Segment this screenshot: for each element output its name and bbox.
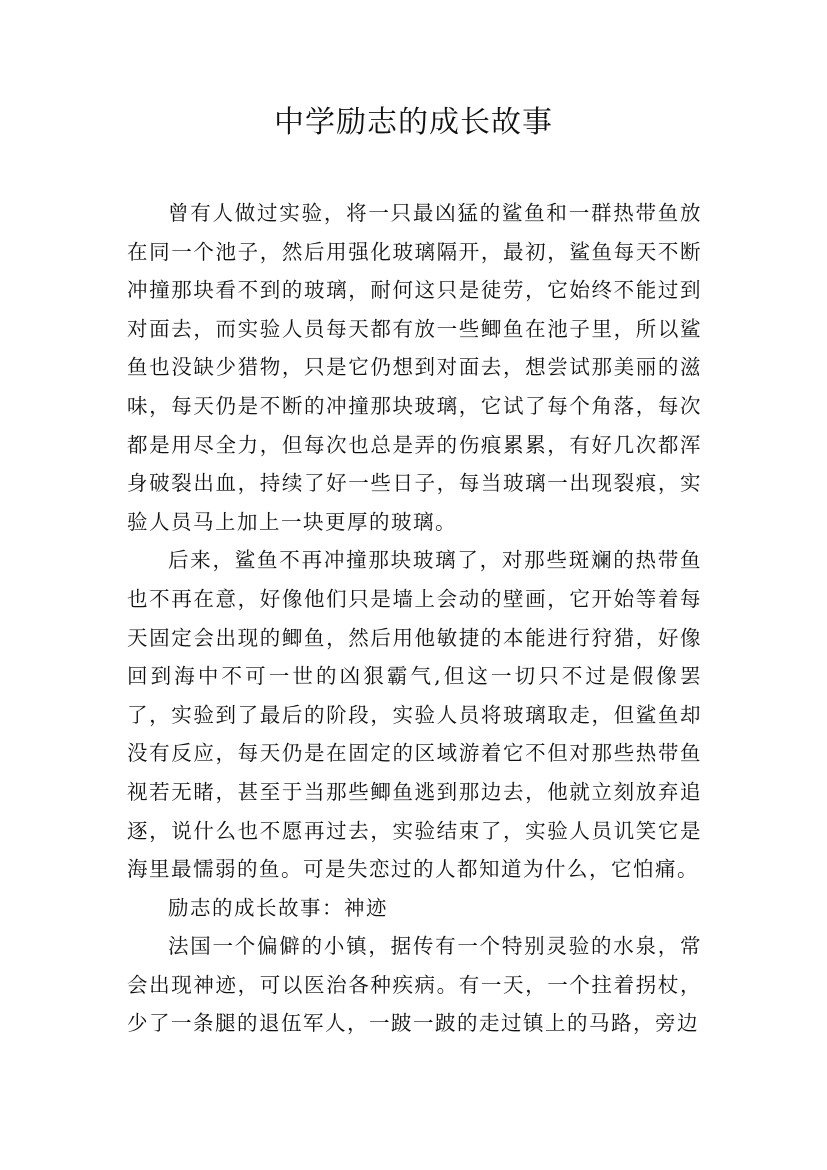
section-heading-miracle: 励志的成长故事：神迹 (168, 895, 388, 920)
document-title: 中学励志的成长故事 (274, 105, 553, 140)
paragraph-shark-experiment: 曾有人做过实验，将一只最凶猛的鲨鱼和一群热带鱼放在同一个池子，然后用强化玻璃隔开，最初，鲨鱼每天不断冲撞那块看不到的玻璃，耐何这只是徒劳，它始终不能过到对面去，而实验人员每天都有放一些鲫鱼在池子里，所以鲨鱼也没缺少猎物，只是它仍想到对面去，想尝试那美丽的滋味，每天仍是不断的冲撞那块玻璃，它试了每个角落，每次都是用尽全力，但每次也总是弄的伤痕累累，有好几次都浑身破裂出血，持续了好一些日子，每当玻璃一出现裂痕，实验人员马上加上一块更厚的玻璃。 (127, 201, 702, 534)
document-body (127, 194, 702, 1043)
paragraph-miracle-story: 法国一个偏僻的小镇，据传有一个特别灵验的水泉，常会出现神迹，可以医治各种疾病。有一天，一个拄着拐杖，少了一条腿的退伍军人，一跛一跛的走过镇上的马路，旁边 (127, 934, 702, 1036)
paragraph-shark-aftermath: 后来，鲨鱼不再冲撞那块玻璃了，对那些斑斓的热带鱼也不再在意，好像他们只是墙上会动的壁画，它开始等着每天固定会出现的鲫鱼，然后用他敏捷的本能进行狩猎，好像回到海中不可一世的凶狠霸气,但这一切只不过是假像罢了，实验到了最后的阶段，实验人员将玻璃取走，但鲨鱼却没有反应，每天仍是在固定的区域游着它不但对那些热带鱼视若无睹，甚至于当那些鲫鱼逃到那边去，他就立刻放弃追逐，说什么也不愿再过去，实验结束了，实验人员讥笑它是海里最懦弱的鱼。可是失恋过的人都知道为什么，它怕痛。 (127, 548, 702, 882)
